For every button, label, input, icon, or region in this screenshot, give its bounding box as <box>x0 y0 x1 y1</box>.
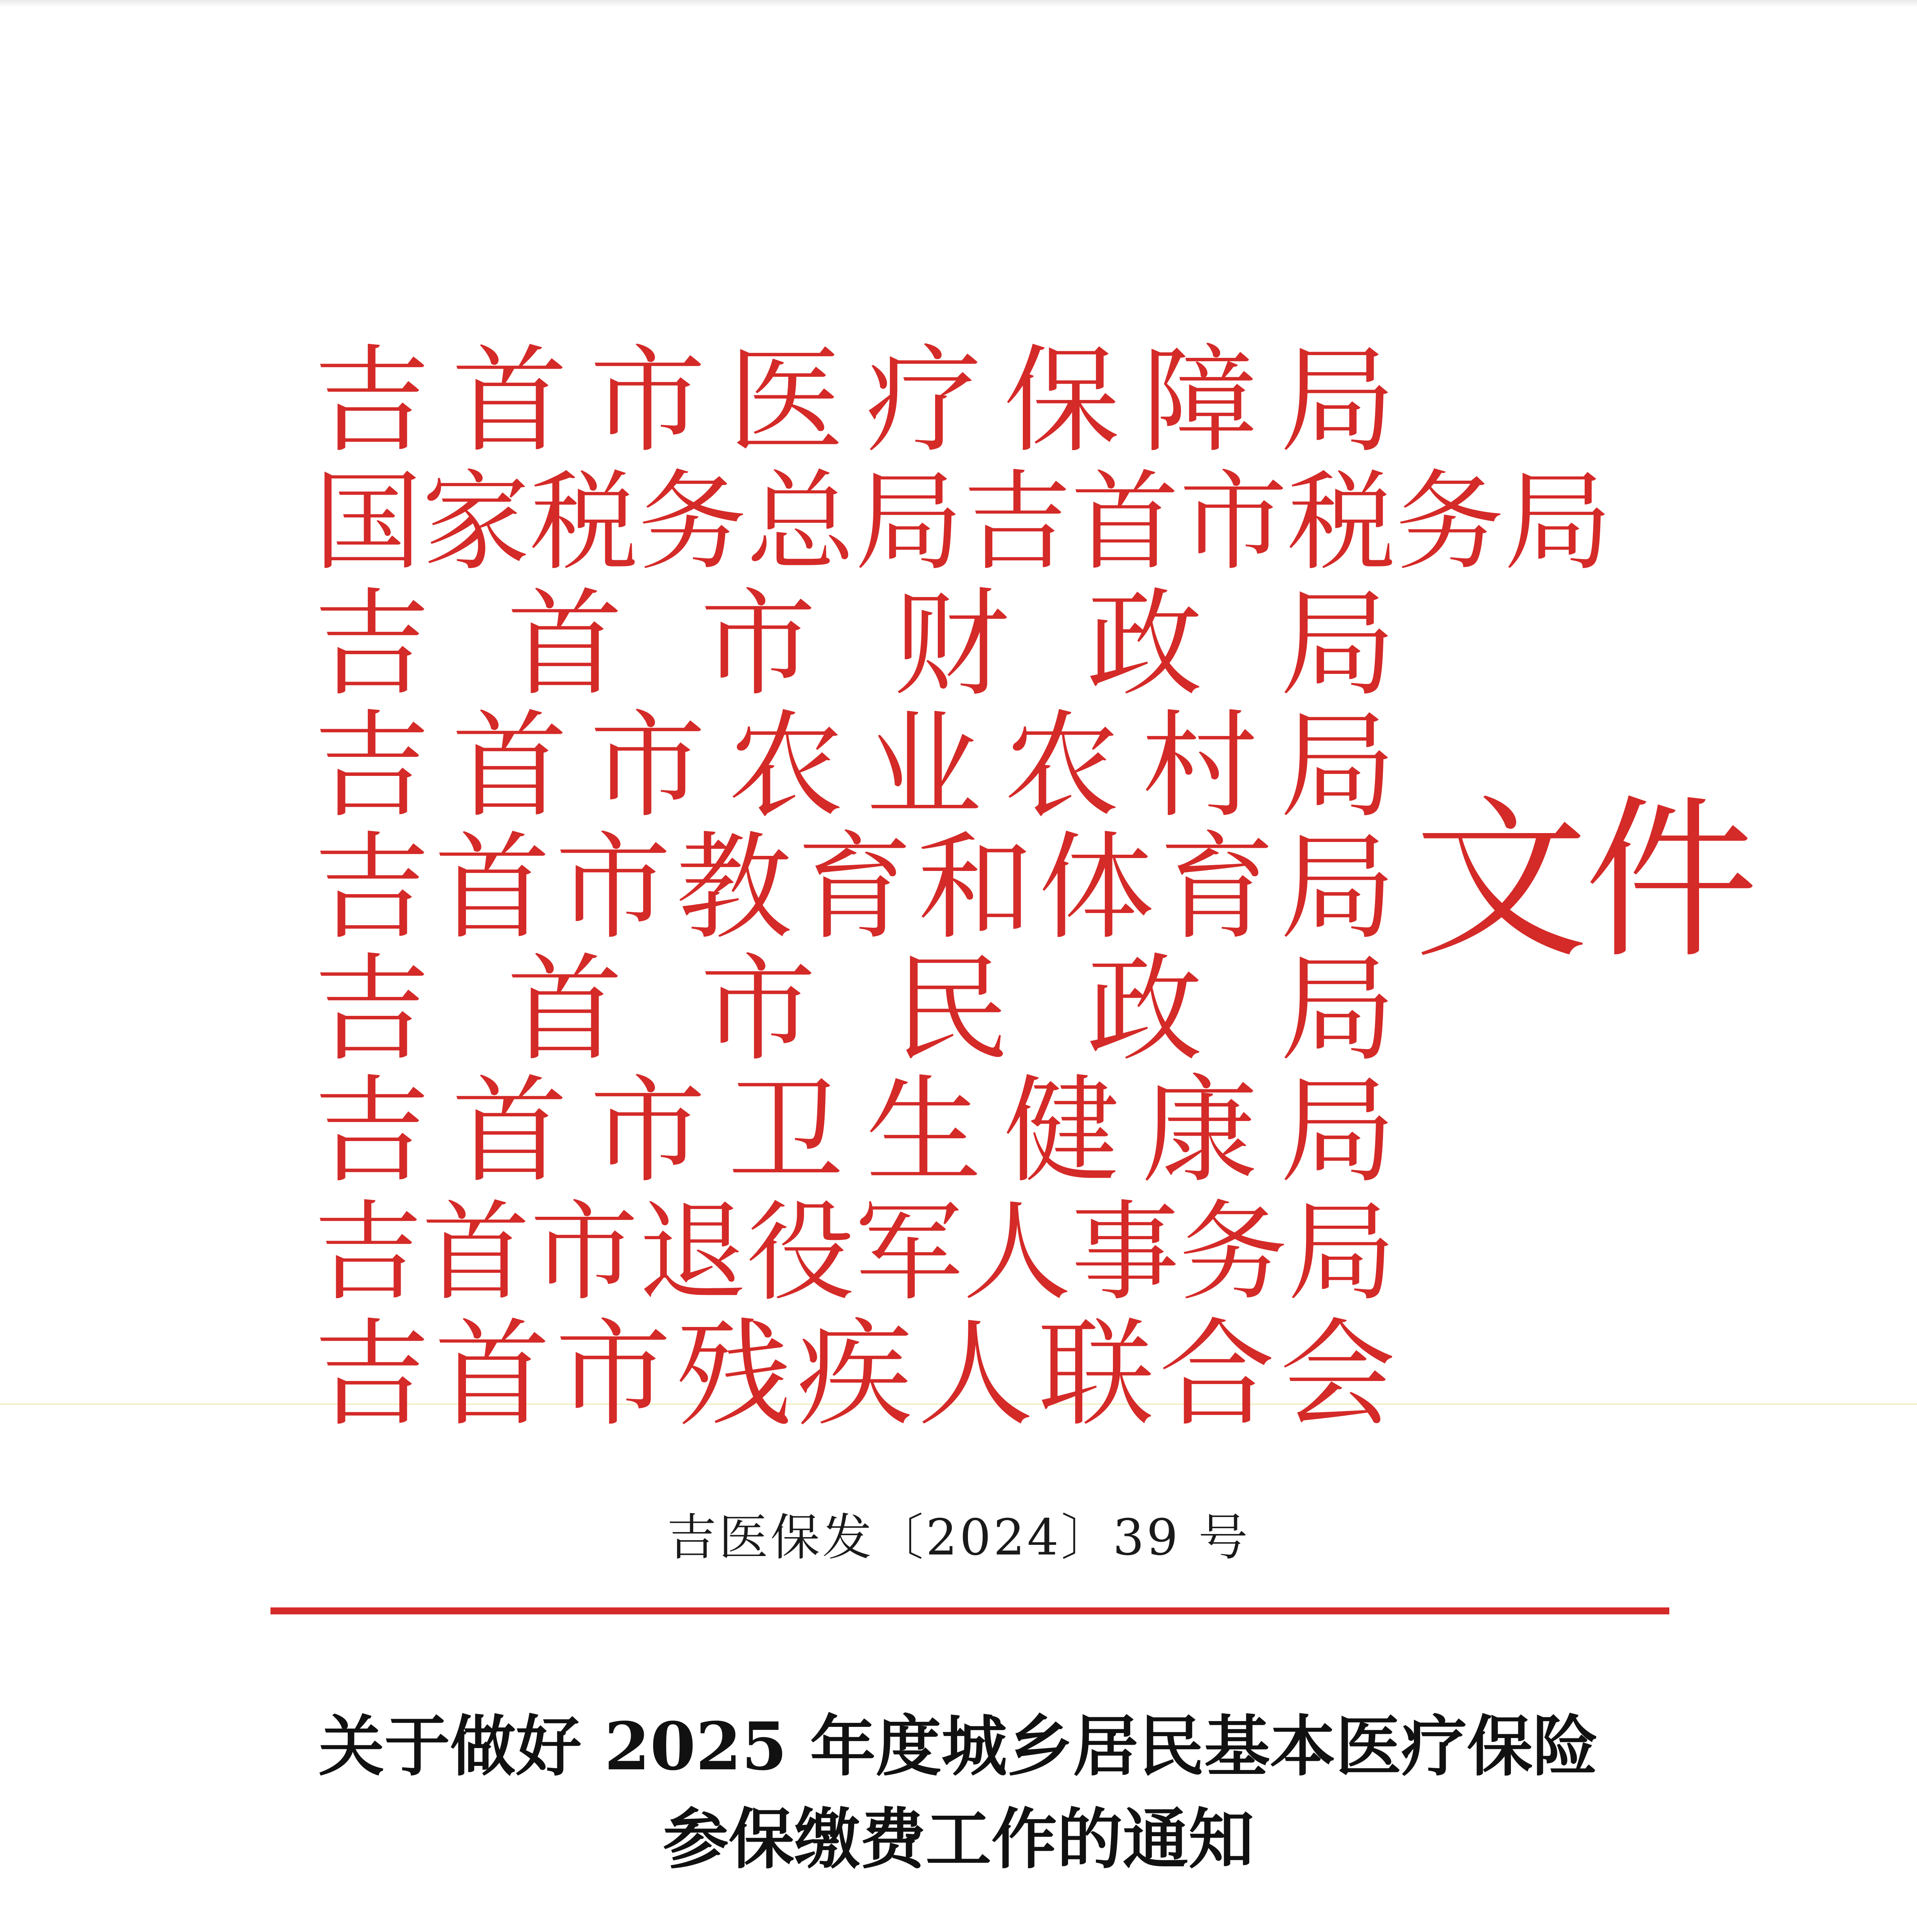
document-title <box>0 1700 1917 1886</box>
agency-tax: 国 家 税 务 总 局 吉 首 市 税 务 局 <box>314 459 1612 585</box>
agency-agriculture: 吉 首 市 农 业 农 村 局 <box>314 699 1396 833</box>
agency-disabled-federation: 吉 首 市 残 疾 人 联 合 会 <box>314 1307 1396 1442</box>
document-number: 吉医保发〔2024〕39 号 <box>667 1509 1250 1566</box>
agency-finance: 吉 首 市 财 政 局 <box>314 577 1396 712</box>
agency-veterans: 吉 首 市 退 役 军 人 事 务 局 <box>314 1190 1396 1316</box>
scan-edge <box>0 0 1917 7</box>
title-line-2: 参保缴费工作的通知 <box>663 1801 1254 1878</box>
title-line-1: 关于做好 2025 年度城乡居民基本医疗保险 <box>318 1708 1599 1785</box>
agency-civil-affairs: 吉 首 市 民 政 局 <box>314 942 1396 1077</box>
agency-medical-security: 吉 首 市 医 疗 保 障 局 <box>314 333 1396 468</box>
agency-education-sports: 吉 首 市 教 育 和 体 育 局 <box>314 820 1396 955</box>
agency-health: 吉 首 市 卫 生 健 康 局 <box>314 1064 1396 1199</box>
red-separator-rule <box>270 1607 1669 1614</box>
document-suffix: 文件 <box>1414 780 1754 982</box>
